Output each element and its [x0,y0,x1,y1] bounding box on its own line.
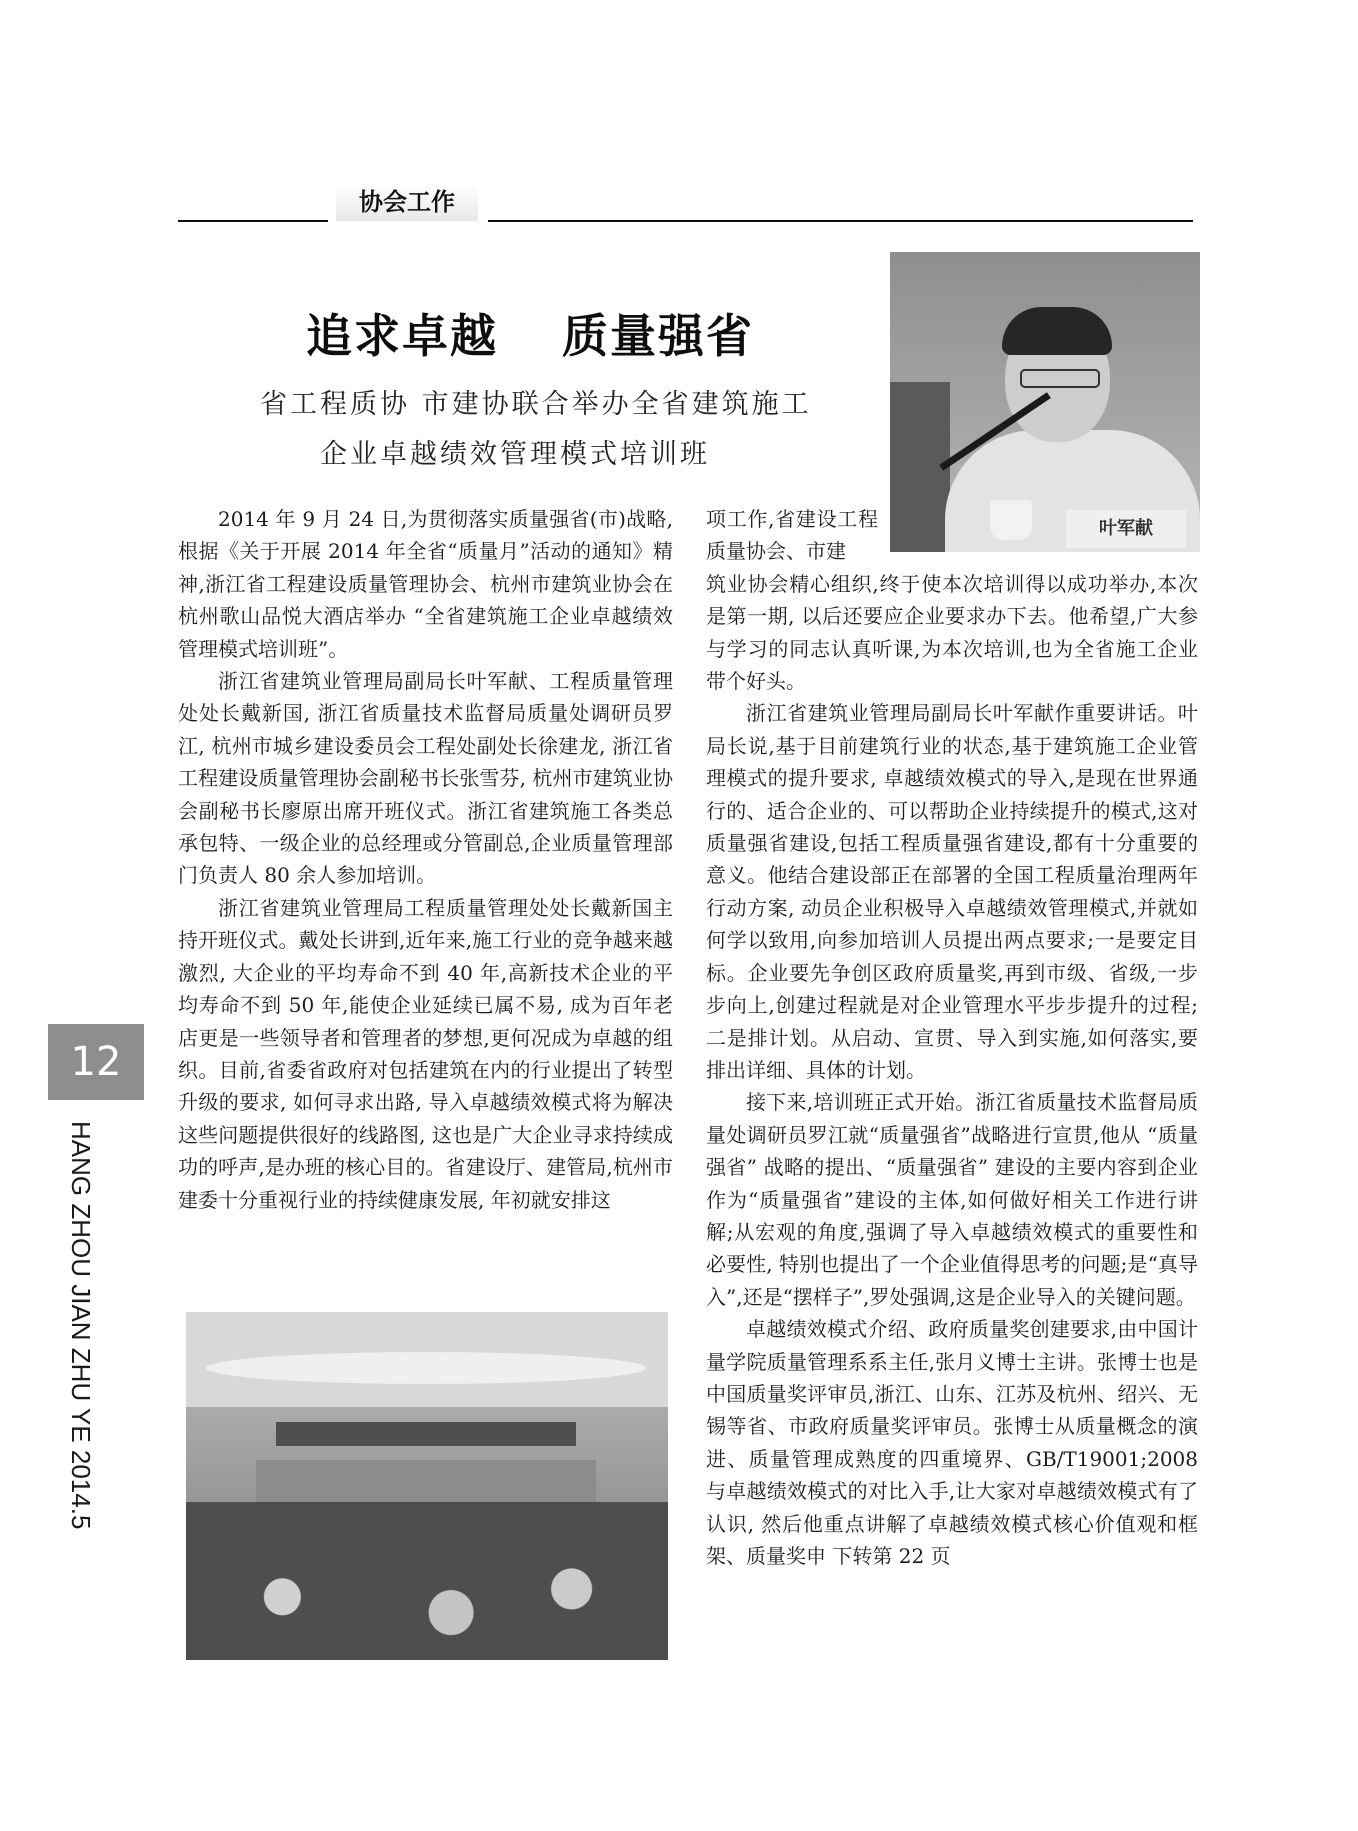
paragraph-continued-intro: 项工作,省建设工程质量协会、市建 [706,507,878,564]
subtitle-line-1: 省工程质协 市建协联合举办全省建筑施工 [260,389,812,420]
section-header [178,183,1193,223]
page-number: 12 [48,1024,144,1100]
left-column [178,503,673,1216]
paragraph: 2014 年 9 月 24 日,为贯彻落实质量强省(市)战略,根据《关于开展 2014 年全省“质量月”活动的通知》精神,浙江省工程建设质量管理协会、杭州市建筑业协会在杭州歌山品悦大酒店举办 “全省建筑施工企业卓越绩效管理模式培训班”。 [178,507,673,661]
article-title [230,300,830,366]
paragraph: 浙江省建筑业管理局副局长叶军献、工程质量管理处处长戴新国, 浙江省质量技术监督局质量处调研员罗江, 杭州市城乡建设委员会工程处副处长徐建龙, 浙江省工程建设质量管理协会副秘书长张雪芬, 杭州市建筑业协会副秘书长廖原出席开班仪式。浙江省建筑施工各类总承包特、一级企业的总经理或分管副总,企业质量管理部门负责人 80 余人参加培训。 [178,669,673,888]
header-rule-right [488,220,1193,222]
article-subtitle [260,380,880,480]
right-column [706,503,1198,1572]
title-part-1: 追求卓越 [306,309,498,363]
paragraph: 浙江省建筑业管理局工程质量管理处处长戴新国主持开班仪式。戴处长讲到,近年来,施工行业的竞争越来越激烈, 大企业的平均寿命不到 40 年,高新技术企业的平均寿命不到 50 年,能使企业延续已属不易, 成为百年老店更是一些领导者和管理者的梦想,更何况成为卓越的组织。目前,省委省政府对包括建筑在内的行业提出了转型升级的要求, 如何寻求出路, 导入卓越绩效模式将为解决这些问题提供很好的线路图, 这也是广大企业寻求持续成功的呼声,是办班的核心目的。省建设厅、建管局,杭州市建委十分重视行业的持续健康发展, 年初就安排这 [178,895,673,1212]
paragraph-continued: 筑业协会精心组织,终于使本次培训得以成功举办,本次是第一期, 以后还要应企业要求办下去。他希望,广大参与学习的同志认真听课,为本次培训,也为全省施工企业带个好头。 [706,571,1198,694]
title-part-2: 质量强省 [562,309,754,363]
meeting-photo [186,1312,668,1660]
nameplate: 叶军献 [1066,510,1186,548]
paragraph: 卓越绩效模式介绍、政府质量奖创建要求,由中国计量学院质量管理系系主任,张月义博士主讲。张博士也是中国质量奖评审员,浙江、山东、江苏及杭州、绍兴、无锡等省、市政府质量奖评审员。张博士从质量概念的演进、质量管理成熟度的四重境界、GB/T19001;2008 与卓越绩效模式的对比入手,让大家对卓越绩效模式有了认识, 然后他重点讲解了卓越绩效模式核心价值观和框架、质量奖申 下转第 22 页 [706,1317,1198,1568]
subtitle-line-2: 企业卓越绩效管理模式培训班 [320,439,710,470]
journal-spine-text: HANG ZHOU JIAN ZHU YE 2014.5 [66,1121,96,1530]
section-label: 协会工作 [336,183,478,221]
paragraph: 接下来,培训班正式开始。浙江省质量技术监督局质量处调研员罗江就“质量强省”战略进行宣贯,他从 “质量强省” 战略的提出、“质量强省” 建设的主要内容到企业作为“质量强省”建设的主体,如何做好相关工作进行讲解;从宏观的角度,强调了导入卓越绩效模式的重要性和必要性, 特别也提出了一个企业值得思考的问题;是“真导入”,还是“摆样子”,罗处强调,这是企业导入的关键问题。 [706,1090,1198,1309]
paragraph: 浙江省建筑业管理局副局长叶军献作重要讲话。叶局长说,基于目前建筑行业的状态,基于建筑施工企业管理模式的提升要求, 卓越绩效模式的导入,是现在世界通行的、适合企业的、可以帮助企业持续提升的模式,这对质量强省建设,包括工程质量强省建设,都有十分重要的意义。他结合建设部正在部署的全国工程质量治理两年行动方案, 动员企业积极导入卓越绩效管理模式,并就如何学以致用,向参加培训人员提出两点要求;一是要定目标。企业要先争创区政府质量奖,再到市级、省级,一步步向上,创建过程就是对企业管理水平步步提升的过程;二是排计划。从启动、宣贯、导入到实施,如何落实,要排出详细、具体的计划。 [706,701,1198,1082]
header-rule-left [178,220,328,222]
